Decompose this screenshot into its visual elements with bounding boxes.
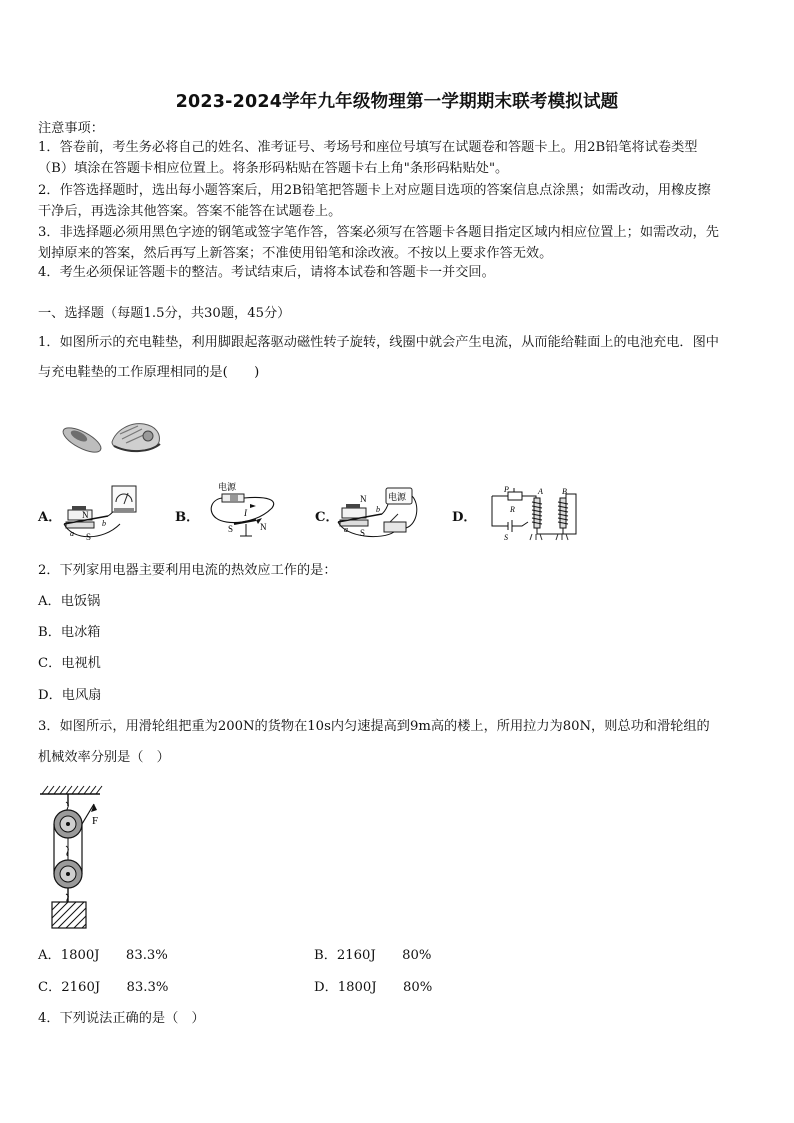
- q3-option-a: A．1800J 83.3%: [38, 948, 168, 963]
- fig-b-n-label: N: [260, 522, 267, 532]
- fig-b-s-label: S: [228, 524, 234, 534]
- notice-line-1: 1．答卷前，考生务必将自己的姓名、准考证号、考场号和座位号填写在试题卷和答题卡上。用2B铅笔将试卷类型: [38, 140, 698, 155]
- fig-b-current-label: I: [244, 508, 247, 518]
- fig-d-a-label: A: [538, 487, 543, 496]
- pulley-system-figure: [38, 784, 108, 934]
- fig-a-n-label: N: [82, 510, 89, 520]
- q2-stem: 2．下列家用电器主要利用电流的热效应工作的是：: [38, 563, 337, 578]
- fig-c-a-label: a: [344, 525, 348, 534]
- q4-stem: 4．下列说法正确的是（ ）: [38, 1011, 205, 1026]
- q1-stem-line-2: 与充电鞋垫的工作原理相同的是( ): [38, 365, 260, 380]
- fig-c-b-label: b: [376, 505, 380, 514]
- fig-a-s-label: S: [86, 532, 92, 542]
- fig-b-power-label: 电源: [218, 483, 237, 493]
- q2-option-d: D．电风扇: [38, 688, 102, 703]
- fig-d-s-label: S: [504, 533, 508, 542]
- q1-option-d-figure: [488, 484, 580, 542]
- fig-d-p-label: P: [504, 485, 509, 494]
- fig-c-n-label: N: [360, 494, 367, 504]
- q1-option-a-label: A．: [38, 510, 62, 525]
- notice-line-3: 3．非选择题必须用黑色字迹的钢笔或签字笔作答，答案必须写在答题卡各题目指定区域内相应位置上；如需改动，先: [38, 225, 719, 240]
- q1-option-c-label: C．: [315, 510, 339, 525]
- notice-heading: 注意事项：: [38, 121, 104, 136]
- notice-line-3b: 划掉原来的答案，然后再写上新答案；不准使用铅笔和涂改液。不按以上要求作答无效。: [38, 246, 553, 261]
- fig-c-s-label: S: [360, 528, 366, 538]
- q2-option-b: B．电冰箱: [38, 625, 101, 640]
- q3-option-d: D．1800J 80%: [314, 980, 433, 995]
- q2-option-c: C．电视机: [38, 656, 101, 671]
- charging-insole-figure: [60, 412, 164, 460]
- fig-d-b-label: B: [562, 487, 567, 496]
- fig-d-r-label: R: [510, 505, 515, 514]
- page-title: 2023-2024学年九年级物理第一学期期末联考模拟试题: [175, 92, 619, 112]
- fig-c-power-label: 电源: [388, 493, 407, 503]
- q3-stem-line-1: 3．如图所示，用滑轮组把重为200N的货物在10s内匀速提高到9m高的楼上，所用拉力为80N，则总功和滑轮组的: [38, 719, 710, 734]
- q3-option-b: B．2160J 80%: [314, 948, 432, 963]
- section-heading: 一、选择题（每题1.5分，共30题，45分）: [38, 306, 291, 321]
- q1-stem-line-1: 1．如图所示的充电鞋垫，利用脚跟起落驱动磁性转子旋转，线圈中就会产生电流，从而能给鞋面上的电池充电．图中: [38, 335, 719, 350]
- notice-line-1b: （B）填涂在答题卡相应位置上。将条形码粘贴在答题卡右上角"条形码粘贴处"。: [38, 161, 509, 176]
- q1-option-b-label: B．: [175, 510, 200, 525]
- q3-option-c: C．2160J 83.3%: [38, 980, 169, 995]
- fig-a-b-label: b: [102, 519, 106, 528]
- q1-option-a-figure: [62, 484, 142, 544]
- notice-line-2: 2．作答选择题时，选出每小题答案后，用2B铅笔把答题卡上对应题目选项的答案信息点涂黑；如需改动，用橡皮擦: [38, 183, 711, 198]
- q1-option-c-figure: [338, 484, 420, 542]
- q1-option-b-figure: [206, 478, 282, 540]
- force-label: F: [92, 815, 99, 827]
- q2-option-a: A．电饭锅: [38, 594, 101, 609]
- notice-line-4: 4．考生必须保证答题卡的整洁。考试结束后，请将本试卷和答题卡一并交回。: [38, 265, 495, 280]
- q3-stem-line-2: 机械效率分别是（ ）: [38, 750, 170, 765]
- q1-option-d-label: D．: [452, 510, 477, 525]
- fig-a-a-label: a: [70, 529, 74, 538]
- notice-line-2b: 干净后，再选涂其他答案。答案不能答在试题卷上。: [38, 204, 342, 219]
